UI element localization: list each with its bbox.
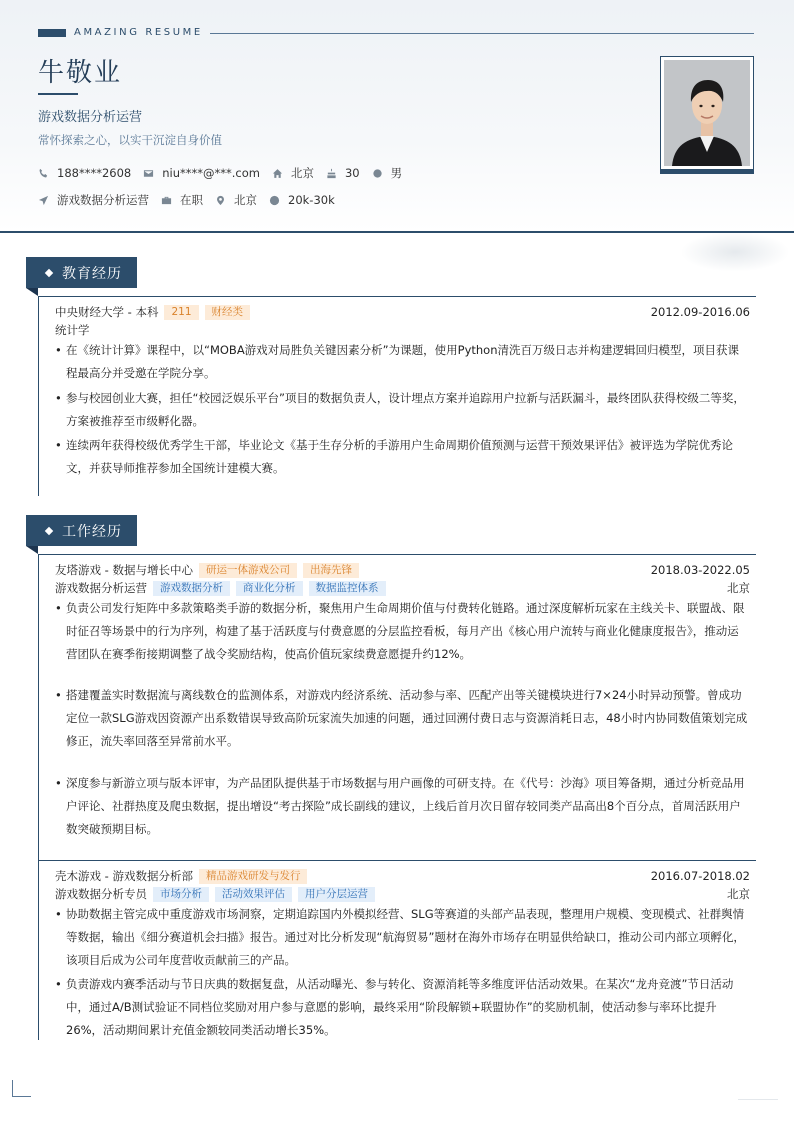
- header-divider: [0, 231, 794, 233]
- brand-bar: [38, 29, 66, 37]
- briefcase-icon: [161, 195, 172, 206]
- job-bullet: [55, 597, 750, 666]
- education-school-row: [55, 304, 750, 320]
- gender-icon: [372, 168, 383, 179]
- role-tag: 用户分层运营: [298, 887, 375, 902]
- email-value: niu****@***.com: [162, 166, 260, 180]
- job-bullet: [55, 903, 750, 972]
- bullet-dot: •: [55, 601, 62, 615]
- job-city: 北京: [727, 581, 750, 595]
- role-tag: 数据监控体系: [309, 581, 386, 596]
- company-name: 壳木游戏 - 游戏数据分析部: [55, 869, 193, 883]
- education-bullet: [55, 387, 750, 433]
- role-tag: 活动效果评估: [215, 887, 292, 902]
- contact-age: [326, 166, 360, 180]
- avatar-frame: [660, 56, 754, 170]
- phone-value: 188****2608: [57, 166, 132, 180]
- bullet-dot: •: [55, 343, 62, 357]
- contact-email: [143, 166, 260, 180]
- education-period: 2012.09-2016.06: [650, 305, 750, 319]
- job-bullet: [55, 772, 750, 841]
- role-tag: 游戏数据分析: [153, 581, 230, 596]
- home-icon: [272, 168, 283, 179]
- section-heading-work: [26, 515, 137, 546]
- education-bullet: [55, 434, 750, 480]
- heading-fold-decoration: [26, 546, 38, 554]
- intention-salary: [269, 193, 335, 207]
- home-value: 北京: [290, 166, 314, 180]
- brand-rule: [210, 33, 754, 34]
- bullet-text: 在《统计计算》课程中，以“MOBA游戏对局胜负关键因素分析”为课题，使用Python清洗百万级日志并构建逻辑回归模型，项目获课程最高分并受邀在学院分享。: [66, 343, 740, 380]
- section-rule: [38, 554, 756, 555]
- location-pin-icon: [215, 195, 226, 206]
- intention-position-value: 游戏数据分析运营: [57, 193, 149, 207]
- brand-text: AMAZING RESUME: [74, 27, 203, 38]
- role-name: 游戏数据分析专员: [55, 887, 147, 901]
- bullet-dot: •: [55, 977, 62, 991]
- money-icon: [269, 195, 280, 206]
- intention-status-value: 在职: [180, 193, 203, 207]
- role-tag: 商业化分析: [236, 581, 303, 596]
- job-title: 游戏数据分析运营: [38, 110, 143, 125]
- education-timeline-line: [38, 296, 39, 496]
- bullet-text: 负责游戏内赛季活动与节日庆典的数据复盘，从活动曝光、参与转化、资源消耗等多维度评估活动效果。在某次“龙舟竞渡”节日活动中，通过A/B测试验证不同档位奖励对用户参与意愿的影响，最终采用“阶段解锁+联盟协作”的奖励机制，使活动参与率环比提升26%，活动期间累计充值金额较同类活动增长35%。: [66, 977, 734, 1037]
- intention-position: [38, 192, 149, 208]
- candidate-name: 牛敬业: [38, 58, 123, 88]
- diamond-icon: [45, 526, 53, 534]
- intention-city-value: 北京: [234, 193, 257, 207]
- work-timeline-line: [38, 860, 39, 1040]
- cake-icon: [326, 168, 337, 179]
- phone-icon: [38, 168, 49, 179]
- intention-status: [161, 192, 203, 208]
- heading-fold-decoration: [26, 288, 38, 296]
- school-tag: 财经类: [205, 305, 251, 320]
- job-bullet: [55, 973, 750, 1042]
- role-tag: 市场分析: [153, 887, 209, 902]
- bullet-text: 深度参与新游立项与版本评审，为产品团队提供基于市场数据与用户画像的可研支持。在《代号：沙海》项目筹备期，通过分析竞品用户评论、社群热度及爬虫数据，提出增设“考古探险”成长副线的建议，上线后首月次日留存较同类产品高出8个百分点，首周活跃用户数突破预期目标。: [66, 776, 745, 836]
- company-name: 友塔游戏 - 数据与增长中心: [55, 563, 193, 577]
- mail-icon: [143, 168, 154, 179]
- education-heading-label: 教育经历: [62, 265, 122, 282]
- contact-row: [38, 165, 414, 181]
- avatar-accent-bar: [660, 170, 754, 174]
- header-glow-decoration: [680, 232, 790, 272]
- section-rule: [38, 296, 756, 297]
- send-icon: [38, 195, 49, 206]
- job-period: 2018.03-2022.05: [650, 563, 750, 577]
- corner-decoration-left: [12, 1080, 31, 1097]
- work-timeline-line: [38, 554, 39, 860]
- avatar: [664, 60, 750, 166]
- contact-home: [272, 165, 314, 181]
- job-role-row: [55, 886, 750, 902]
- job-period: 2016.07-2018.02: [650, 869, 750, 883]
- bullet-dot: •: [55, 438, 62, 452]
- gender-value: 男: [390, 166, 403, 180]
- section-heading-education: [26, 257, 137, 288]
- corner-decoration-right: [738, 1099, 778, 1100]
- major: 统计学: [55, 323, 90, 337]
- job-rule: [38, 860, 756, 861]
- job-company-row: [55, 562, 750, 578]
- company-tag: 研运一体游戏公司: [199, 563, 297, 578]
- bullet-dot: •: [55, 688, 62, 702]
- school-name: 中央财经大学 - 本科: [55, 305, 159, 319]
- bullet-dot: •: [55, 391, 62, 405]
- motto: 常怀探索之心，以实干沉淀自身价值: [38, 133, 222, 147]
- contact-gender: [372, 165, 403, 181]
- contact-phone: [38, 166, 131, 180]
- intention-row: [38, 192, 347, 208]
- bullet-dot: •: [55, 907, 62, 921]
- intention-salary-value: 20k-30k: [288, 193, 335, 207]
- company-tag: 出海先锋: [303, 563, 359, 578]
- education-major-row: [55, 322, 750, 338]
- company-tag: 精品游戏研发与发行: [199, 869, 308, 884]
- bullet-dot: •: [55, 776, 62, 790]
- job-city: 北京: [727, 887, 750, 901]
- diamond-icon: [45, 268, 53, 276]
- name-underline: [38, 93, 78, 95]
- age-value: 30: [344, 166, 360, 180]
- bullet-text: 负责公司发行矩阵中多款策略类手游的数据分析，聚焦用户生命周期价值与付费转化链路。通过深度解析玩家在主线关卡、联盟战、限时征召等场景中的行为序列，构建了基于活跃度与付费意愿的分层监控看板，每月产出《核心用户流转与商业化健康度报告》，推动运营团队在赛季衔接期调整了战令奖励结构，使高价值玩家续费意愿提升约12%。: [66, 601, 745, 661]
- bullet-text: 搭建覆盖实时数据流与离线数仓的监测体系，对游戏内经济系统、活动参与率、匹配产出等关键模块进行7×24小时异动预警。曾成功定位一款SLG游戏因资源产出系数错误导致高阶玩家流失加速的问题，通过回溯付费日志与资源消耗日志，48小时内协同数值策划完成修正，流失率回落至异常前水平。: [66, 688, 748, 748]
- bullet-text: 参与校园创业大赛，担任“校园泛娱乐平台”项目的数据负责人，设计埋点方案并追踪用户拉新与活跃漏斗，最终团队获得校级二等奖，方案被推荐至市级孵化器。: [66, 391, 745, 428]
- job-company-row: [55, 868, 750, 884]
- bullet-text: 连续两年获得校级优秀学生干部，毕业论文《基于生存分析的手游用户生命周期价值预测与运营干预效果评估》被评选为学院优秀论文，并获导师推荐参加全国统计建模大赛。: [66, 438, 733, 475]
- school-tag: 211: [164, 305, 198, 320]
- work-heading-label: 工作经历: [62, 523, 122, 540]
- job-bullet: [55, 684, 750, 753]
- job-role-row: [55, 580, 750, 596]
- bullet-text: 协助数据主管完成中重度游戏市场洞察，定期追踪国内外模拟经营、SLG等赛道的头部产品表现，整理用户规模、变现模式、社群舆情等数据，输出《细分赛道机会扫描》报告。通过对比分析发现“航海贸易”题材在海外市场存在明显供给缺口，推动公司内部立项孵化，该项目后成为公司年度营收贡献前三的产品。: [66, 907, 745, 967]
- education-bullet: [55, 339, 750, 385]
- role-name: 游戏数据分析运营: [55, 581, 147, 595]
- intention-city: [215, 192, 257, 208]
